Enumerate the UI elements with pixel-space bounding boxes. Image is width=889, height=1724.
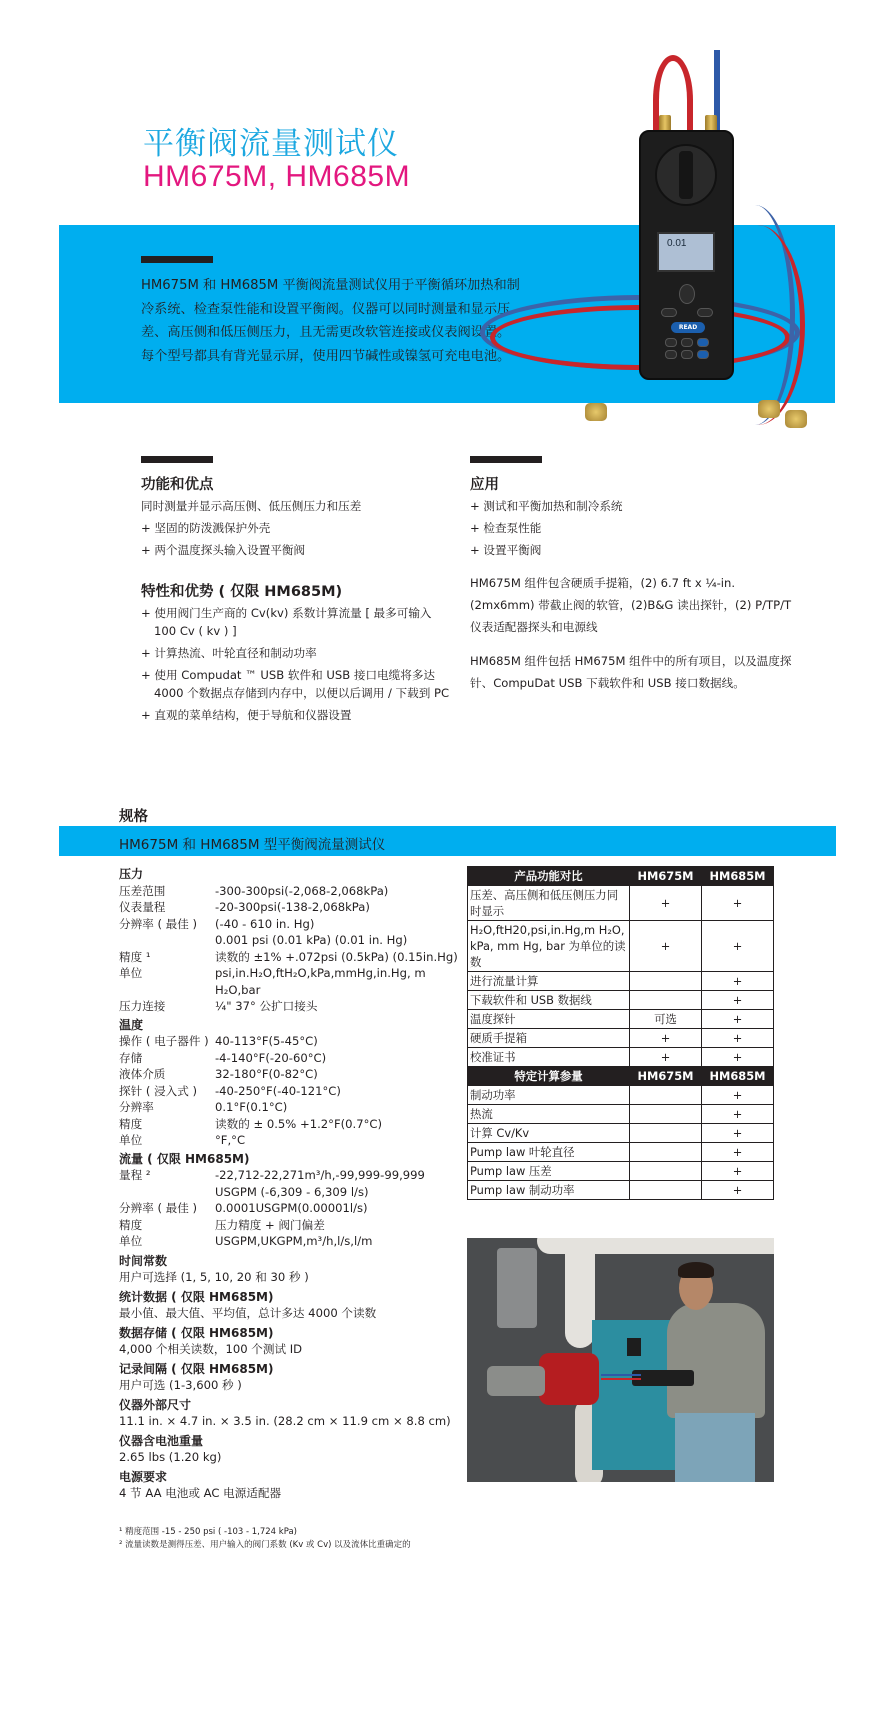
spec-label: 精度 — [119, 1217, 143, 1232]
application-item: + 设置平衡阀 — [470, 543, 542, 557]
table-header-row — [468, 1067, 774, 1086]
spec-label: 液体介质 — [119, 1067, 166, 1081]
column-header: HM685M — [702, 867, 774, 886]
spec-block-value: 最小值、最大值、平均值，总计多达 4000 个读数 — [119, 1306, 377, 1320]
table-row — [468, 921, 774, 972]
spec-block-title: 仪器外部尺寸 — [119, 1397, 192, 1412]
spec-value: 0.1°F(0.1°C) — [215, 1100, 288, 1114]
table-cell: + — [702, 1105, 774, 1124]
spec-block-title: 电源要求 — [119, 1469, 168, 1484]
table-row — [468, 1105, 774, 1124]
section-divider-bar — [141, 256, 213, 263]
table-cell — [630, 1086, 702, 1105]
table-cell — [630, 972, 702, 991]
table-cell: 下载软件和 USB 数据线 — [468, 991, 630, 1010]
spec-block-value: 用户可选 (1-3,600 秒 ) — [119, 1378, 242, 1392]
table-cell: + — [702, 991, 774, 1010]
tank — [497, 1248, 537, 1328]
technician-jeans — [675, 1413, 755, 1482]
table-cell — [630, 1124, 702, 1143]
spec-value: psi,in.H₂O,ftH₂O,kPa,mmHg,in.Hg, m H₂O,bar — [215, 966, 426, 997]
spec-row — [119, 1083, 459, 1100]
application-item: + 测试和平衡加热和制冷系统 — [470, 499, 623, 513]
technician — [667, 1303, 765, 1418]
table-cell: + — [702, 886, 774, 921]
table-cell — [630, 1105, 702, 1124]
table-cell — [630, 1181, 702, 1200]
spec-label: 分辨率 ( 最佳 ) — [119, 916, 198, 931]
advantage-item: + 直观的菜单结构，便于导航和仪器设置 — [141, 708, 352, 722]
spec-row — [119, 899, 459, 916]
spec-row — [119, 1132, 459, 1149]
spec-label: 量程 ² — [119, 1168, 151, 1182]
spec-row — [119, 965, 459, 998]
footnote-1: ¹ 精度范围 -15 - 250 psi ( -103 - 1,724 kPa) — [119, 1527, 297, 1537]
advantage-item: + 计算热流、叶轮直径和制动功率 — [141, 646, 317, 660]
spec-label: 单位 — [119, 1133, 143, 1147]
feature-item: + 坚固的防泼溅保护外壳 — [141, 521, 271, 535]
spec-block-title: 记录间隔 ( 仅限 HM685M) — [119, 1361, 274, 1376]
spec-value: -300-300psi(-2,068-2,068kPa) — [215, 883, 389, 898]
spec-row — [119, 1116, 459, 1133]
spec-label: 分辨率 — [119, 1100, 154, 1114]
brass-connector — [758, 400, 780, 418]
table-cell: Pump law 叶轮直径 — [468, 1143, 630, 1162]
table-cell: + — [702, 1010, 774, 1029]
spec-block-value: 4,000 个相关读数，100 个测试 ID — [119, 1342, 303, 1356]
column-header: 产品功能对比 — [468, 867, 630, 886]
press-key — [697, 338, 709, 347]
spec-value: 压力精度 + 阀门偏差 — [215, 1217, 325, 1232]
table-header-row — [468, 867, 774, 886]
spec-list — [119, 864, 459, 1505]
insulated-pipe — [565, 1238, 595, 1348]
brass-connector — [585, 403, 607, 421]
table-cell: + — [630, 1029, 702, 1048]
spec-value: 40-113°F(5-45°C) — [215, 1034, 318, 1048]
table-cell: + — [702, 1181, 774, 1200]
spec-label: 分辨率 ( 最佳 ) — [119, 1201, 198, 1215]
table-cell: 压差、高压侧和低压侧压力同时显示 — [468, 886, 630, 921]
table-row — [468, 1162, 774, 1181]
hero-description: HM675M 和 HM685M 平衡阀流量测试仪用于平衡循环加热和制冷系统、检查泵性能和设置平衡阀。仪器可以同时测量和显示压差、高压侧和低压侧压力，且无需更改软管连接或仪表阀设置。每个型号都具有背光显示屏，使用四节碱性或镍氢可充电电池。 — [141, 278, 520, 364]
spec-value: 读数的 ± 0.5% +1.2°F(0.7°C) — [215, 1116, 383, 1131]
dial-knob — [679, 151, 693, 199]
footnotes — [119, 1526, 411, 1552]
spec-block-title: 仪器含电池重量 — [119, 1433, 204, 1448]
kit-685-description: HM685M 组件包括 HM675M 组件中的所有项目，以及温度探针、CompuDat USB 下载软件和 USB 接口数据线。 — [470, 654, 792, 690]
power-key — [665, 350, 677, 359]
flow-key — [697, 350, 709, 359]
table-cell: Pump law 压差 — [468, 1162, 630, 1181]
spec-group-pressure: 压力 — [119, 867, 144, 881]
table-cell: + — [702, 1124, 774, 1143]
spec-value: -40-250°F(-40-121°C) — [215, 1083, 341, 1098]
table-cell: 可选 — [630, 1010, 702, 1029]
table-cell — [630, 1162, 702, 1181]
pump-motor — [487, 1366, 545, 1396]
table-cell: + — [702, 1143, 774, 1162]
table-cell: 计算 Cv/Kv — [468, 1124, 630, 1143]
table-row — [468, 1029, 774, 1048]
table-cell: + — [702, 1048, 774, 1067]
spec-label: 操作 ( 电子器件 ) — [119, 1034, 209, 1048]
spec-label: 单位 — [119, 966, 143, 980]
table-cell: 制动功率 — [468, 1086, 630, 1105]
units-key — [681, 338, 693, 347]
table-row — [468, 1010, 774, 1029]
column-header: HM675M — [630, 867, 702, 886]
table-row — [468, 972, 774, 991]
spec-row — [119, 949, 459, 966]
table-row — [468, 991, 774, 1010]
table-cell: + — [630, 1048, 702, 1067]
spec-row — [119, 1217, 459, 1234]
spec-block-title: 统计数据 ( 仅限 HM685M) — [119, 1289, 274, 1304]
spec-row — [119, 1200, 459, 1217]
section-divider-bar — [470, 456, 542, 463]
spec-value: USGPM,UKGPM,m³/h,l/s,l/m — [215, 1234, 373, 1248]
column-header: HM685M — [702, 1067, 774, 1086]
spec-label: 压力连接 — [119, 999, 166, 1013]
table-row — [468, 1086, 774, 1105]
spec-block-value: 用户可选择 (1, 5, 10, 20 和 30 秒 ) — [119, 1270, 309, 1284]
technician-hair — [678, 1262, 714, 1278]
table-cell: + — [702, 972, 774, 991]
table-row — [468, 886, 774, 921]
spec-value: ¼" 37° 公扩口接头 — [215, 999, 318, 1013]
product-image — [595, 55, 845, 455]
table-cell: + — [702, 1086, 774, 1105]
features-list — [141, 495, 461, 561]
spec-row — [119, 998, 459, 1015]
table-cell: + — [702, 1029, 774, 1048]
esc-key — [661, 308, 677, 317]
spec-label: 仪表量程 — [119, 900, 166, 914]
handheld-meter — [632, 1370, 694, 1386]
table-cell: + — [630, 921, 702, 972]
application-item: + 检查泵性能 — [470, 521, 542, 535]
spec-row — [119, 1167, 459, 1200]
table-cell: + — [630, 886, 702, 921]
menu-key — [681, 350, 693, 359]
spec-block-value: 11.1 in. × 4.7 in. × 3.5 in. (28.2 cm × 11.9 cm × 8.8 cm) — [119, 1414, 451, 1428]
spec-value: 0.001 psi (0.01 kPa) (0.01 in. Hg) — [215, 933, 408, 947]
spec-row — [119, 1233, 459, 1250]
spec-value: 32-180°F(0-82°C) — [215, 1067, 318, 1081]
spec-group-temperature: 温度 — [119, 1017, 144, 1032]
table-cell: 硬质手提箱 — [468, 1029, 630, 1048]
advantages-heading: 特性和优势 ( 仅限 HM685M) — [141, 584, 343, 600]
blue-hose — [601, 1374, 641, 1376]
page-title: 平衡阀流量测试仪 — [143, 126, 399, 162]
spec-label: 探针 ( 浸入式 ) — [119, 1083, 198, 1098]
device-screen: 0.01 — [657, 232, 715, 272]
spec-value: -22,712-22,271m³/h,-99,999-99,999 USGPM (-6,309 - 6,309 l/s) — [215, 1168, 425, 1199]
advantages-list — [141, 604, 451, 728]
device-body — [639, 130, 734, 380]
application-photo — [467, 1238, 774, 1482]
table-row — [468, 1181, 774, 1200]
applications-list — [470, 495, 790, 561]
table-cell: H₂O,ftH20,psi,in.Hg,m H₂O, kPa, mm Hg, bar 为单位的读数 — [468, 921, 630, 972]
device-keypad — [659, 284, 715, 362]
spec-label — [119, 932, 215, 949]
table-cell: 热流 — [468, 1105, 630, 1124]
light-key — [665, 338, 677, 347]
footnote-2: ² 流量读数是测得压差、用户输入的阀门系数 (Kv 或 Cv) 以及流体比重确定的 — [119, 1540, 411, 1550]
table-cell — [630, 1143, 702, 1162]
brass-connector — [785, 410, 807, 428]
table-row — [468, 1048, 774, 1067]
table-row — [468, 1124, 774, 1143]
table-cell — [630, 991, 702, 1010]
spec-row — [119, 1099, 459, 1116]
spec-value: 读数的 ±1% +.072psi (0.5kPa) (0.15in.Hg) — [215, 949, 458, 964]
read-key: READ — [671, 322, 705, 333]
advantage-item: + 使用 Compudat ™ USB 软件和 USB 接口电缆将多达 4000 个数据点存储到内存中，以便以后调用 / 下载到 PC — [141, 668, 450, 700]
column-header: 特定计算参量 — [468, 1067, 630, 1086]
red-pump — [539, 1353, 599, 1405]
table-cell: 校准证书 — [468, 1048, 630, 1067]
spec-value: 0.0001USGPM(0.00001l/s) — [215, 1201, 368, 1215]
bypass-dial — [655, 144, 717, 206]
specs-band-title: HM675M 和 HM685M 型平衡阀流量测试仪 — [119, 837, 386, 853]
table-cell: 进行流量计算 — [468, 972, 630, 991]
spec-label: 单位 — [119, 1234, 143, 1248]
table-cell: + — [702, 1162, 774, 1181]
spec-value: (-40 - 610 in. Hg) — [215, 916, 315, 931]
spec-label: 精度 — [119, 1116, 143, 1131]
kit-675-description: HM675M 组件包含硬质手提箱，(2) 6.7 ft x ¼-in. (2mx6mm) 带截止阀的软管，(2)B&G 读出探针，(2) P/TP/T 仪表适配器探头和电源线 — [470, 576, 792, 634]
spec-block-value: 4 节 AA 电池或 AC 电源适配器 — [119, 1486, 282, 1500]
section-divider-bar — [141, 456, 213, 463]
enter-key — [697, 308, 713, 317]
spec-row — [119, 932, 459, 949]
features-heading: 功能和优点 — [141, 477, 214, 493]
spec-row — [119, 1066, 459, 1083]
model-subtitle: HM675M, HM685M — [143, 160, 411, 193]
spec-group-flow: 流量 ( 仅限 HM685M) — [119, 1151, 250, 1166]
spec-row — [119, 1033, 459, 1050]
spec-label: 存储 — [119, 1050, 143, 1065]
advantage-item: + 使用阀门生产商的 Cv(kv) 系数计算流量 [ 最多可输入 100 Cv ( kv ) ] — [141, 606, 432, 638]
spec-label: 压差范围 — [119, 883, 166, 898]
spec-value: °F,°C — [215, 1133, 246, 1147]
spec-block-value: 2.65 lbs (1.20 kg) — [119, 1450, 222, 1464]
column-header: HM675M — [630, 1067, 702, 1086]
spec-row — [119, 916, 459, 933]
table-row — [468, 1143, 774, 1162]
feature-item: 同时测量并显示高压侧、低压侧压力和压差 — [141, 499, 362, 513]
red-hose — [601, 1378, 641, 1380]
table-cell: 温度探针 — [468, 1010, 630, 1029]
spec-row — [119, 883, 459, 900]
spec-row — [119, 1050, 459, 1067]
comparison-table — [467, 866, 774, 1200]
spec-value: -20-300psi(-138-2,068kPa) — [215, 900, 370, 914]
table-cell: Pump law 制动功率 — [468, 1181, 630, 1200]
nav-key — [679, 284, 695, 304]
applications-heading: 应用 — [470, 477, 499, 493]
specs-heading: 规格 — [119, 809, 148, 825]
spec-block-title: 数据存储 ( 仅限 HM685M) — [119, 1325, 274, 1340]
boiler-gauge — [627, 1338, 641, 1356]
table-cell: + — [702, 921, 774, 972]
spec-value: -4-140°F(-20-60°C) — [215, 1050, 327, 1065]
spec-block-title: 时间常数 — [119, 1253, 168, 1268]
spec-label: 精度 ¹ — [119, 949, 151, 964]
feature-item: + 两个温度探头输入设置平衡阀 — [141, 543, 306, 557]
